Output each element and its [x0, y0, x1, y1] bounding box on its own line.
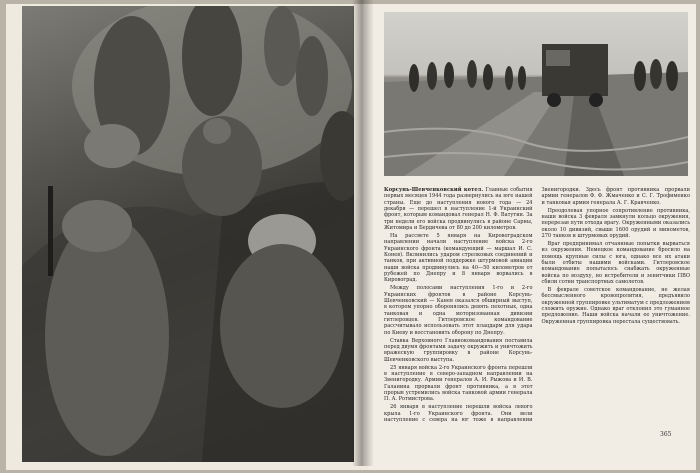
article-text — [384, 187, 690, 427]
page-number: 365 — [660, 431, 672, 438]
article-paragraph: Преодолевая упорное сопротивление противника, наши войска 3 февраля замкнули кольцо окружения, перерезав пути отхода врагу. Окруженными оказались около 10 дивизий, свыше 1600 орудий и минометов, 270 танков и штурмовых орудий. — [541, 207, 690, 239]
truck-column-illustration — [384, 12, 688, 176]
soldiers-trench-illustration — [22, 6, 354, 462]
article-paragraph: В феврале советское командование, не желая бессмысленного кровопролития, предъявило окруженной группировке ультиматум с предложением сложить оружие. Однако враг отклонил это гуманное предложение. Наши войска начали ее уничтожение. Окруженная группировка перестала существовать. — [541, 286, 690, 325]
photo-truck-in-mud — [384, 12, 688, 176]
article-paragraph — [384, 187, 533, 231]
book-spine-shadow — [352, 0, 374, 466]
article-paragraph: Враг предпринимал отчаянные попытки вырваться из окружения. Немецкое командование бросило на помощь крупные силы с юга, однако все их атаки были отбиты нашими войсками. Гитлеровское командование попыталось снабжать окруженные войска по воздуху, но истребители и зенитчики ПВО сбили сотни транспортных самолетов. — [541, 240, 690, 285]
article-paragraph: На рассвете 5 января на Кировоградском направлении начали наступление войска 2-го Украинского фронта (командующий — маршал И. С. Конев). Вклинились ударом стрелковых соединений и танков, при активной поддержке штурмовой авиации наши войска продвинулись на 40—50 километров от рубежей по Днепру и 8 января ворвались в Кировоград. — [384, 233, 533, 284]
article-paragraph: 26 января в наступление перешли войска левого крыла 1-го Украинского фронта. Они вели наступление с севера на юг тоже в направлении Звенигородки. Здесь фронт противника прорвали армии генералов Ф. Ф. Жмаченко и С. Г. Трофименко и танковая армия генерала А. Г. Кравченко. — [384, 187, 690, 423]
article-paragraph: Ставка Верховного Главнокомандования поставила перед двумя фронтами задачу окружить и уничтожить вражескую группировку в районе Корсунь-Шевченковского выступа. — [384, 337, 533, 363]
article-paragraph: 25 января войска 2-го Украинского фронта перешли в наступление в северо-западном направлении на Звенигородку. Армии генералов А. И. Рыжова и И. В. Галанина прорвали фронт противника, а в этот прорыв устремились войска танковой армии генерала П. А. Ротмистрова. — [384, 364, 533, 403]
photo-soldiers-in-trench — [22, 6, 354, 462]
article-headline: Корсунь-Шевченковский котел. — [384, 187, 484, 193]
article-paragraph: Между полосами наступления 1-го и 2-го Украинских фронтов в районе Корсунь-Шевченковский — Канев оказался обширный выступ, в котором упорно оборонялись девять пехотных, одна танковая и одна моторизованная дивизии гитлеровцев. Гитлеровское командование рассчитывало использовать этот плацдарм для удара по Киеву и восстановить оборону по Днепру. — [384, 285, 533, 336]
article-paragraph-text: Главные события первых месяцев 1944 года развернулись на юге нашей страны. Еще до наступления нового года — 24 декабря — перешел в наступление 1-й Украинский фронт, которым командовал генерал Н. Ф. Ватутин. За три недели его войска продвинулись в районе Сарны, Житомира и Бердичева от 80 до 200 километров. — [384, 187, 533, 232]
